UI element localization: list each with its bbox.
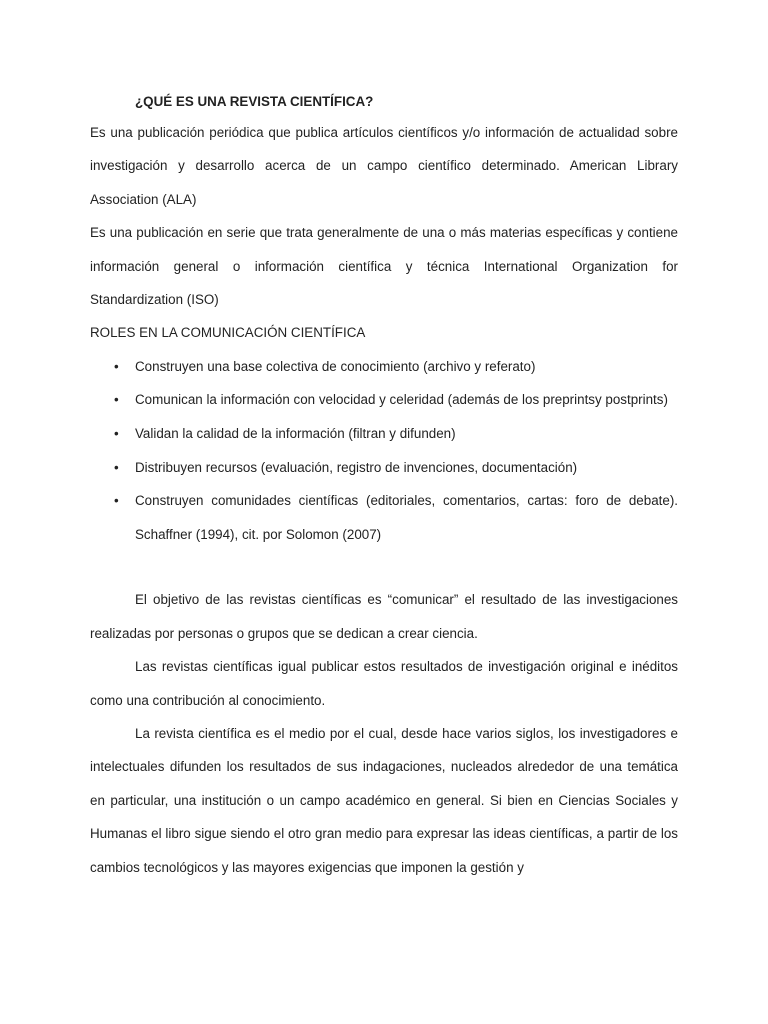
definition-ala-paragraph: Es una publicación periódica que publica artículos científicos y/o información de actualidad sobre investigación y desarrollo acerca de un campo científico determinado. American Library Association (ALA): [90, 125, 678, 207]
list-item-text: Validan la calidad de la información (filtran y difunden): [135, 426, 456, 442]
list-item-text: Construyen comunidades científicas (editoriales, comentarios, cartas: foro de debate). Schaffner (1994), cit. por Solomon (2007): [135, 493, 678, 542]
list-item-text: Comunican la información con velocidad y celeridad (además de los preprintsy postprints): [135, 392, 668, 408]
list-item: [90, 417, 678, 451]
list-item: [90, 451, 678, 485]
list-item: [90, 350, 678, 384]
list-item-text: Distribuyen recursos (evaluación, registro de invenciones, documentación): [135, 459, 578, 475]
roles-list: [90, 350, 678, 552]
medium-paragraph: La revista científica es el medio por el cual, desde hace varios siglos, los investigadores e intelectuales difunden los resultados de sus indagaciones, nucleados alrededor de una temática en particular, una institución o un campo académico en general. Si bien en Ciencias Sociales y Humanas el libro sigue siendo el otro gran medio para expresar las ideas científicas, a partir de los cambios tecnológicos y las mayores exigencias que imponen la gestión y: [90, 726, 678, 875]
list-item: [90, 383, 678, 417]
objective-paragraph: El objetivo de las revistas científicas es “comunicar” el resultado de las investigaciones realizadas por personas o grupos que se dedican a crear ciencia.: [90, 592, 678, 641]
roles-heading: ROLES EN LA COMUNICACIÓN CIENTÍFICA: [90, 325, 366, 341]
bullet-icon: •: [114, 493, 119, 509]
definition-iso-paragraph: Es una publicación en serie que trata generalmente de una o más materias específicas y contiene información general o información científica y técnica International Organization for Standardization (ISO): [90, 225, 678, 308]
bullet-icon: •: [114, 358, 119, 374]
bullet-icon: •: [114, 426, 119, 442]
paragraph-gap: [90, 551, 678, 583]
bullet-icon: •: [114, 392, 119, 408]
document-title: ¿QUÉ ES UNA REVISTA CIENTÍFICA?: [135, 94, 374, 109]
list-item: [90, 484, 678, 551]
publish-paragraph: Las revistas científicas igual publicar estos resultados de investigación original e inéditos como una contribución al conocimiento.: [90, 659, 678, 708]
list-item-text: Construyen una base colectiva de conocimiento (archivo y referato): [135, 358, 536, 374]
bullet-icon: •: [114, 459, 119, 475]
